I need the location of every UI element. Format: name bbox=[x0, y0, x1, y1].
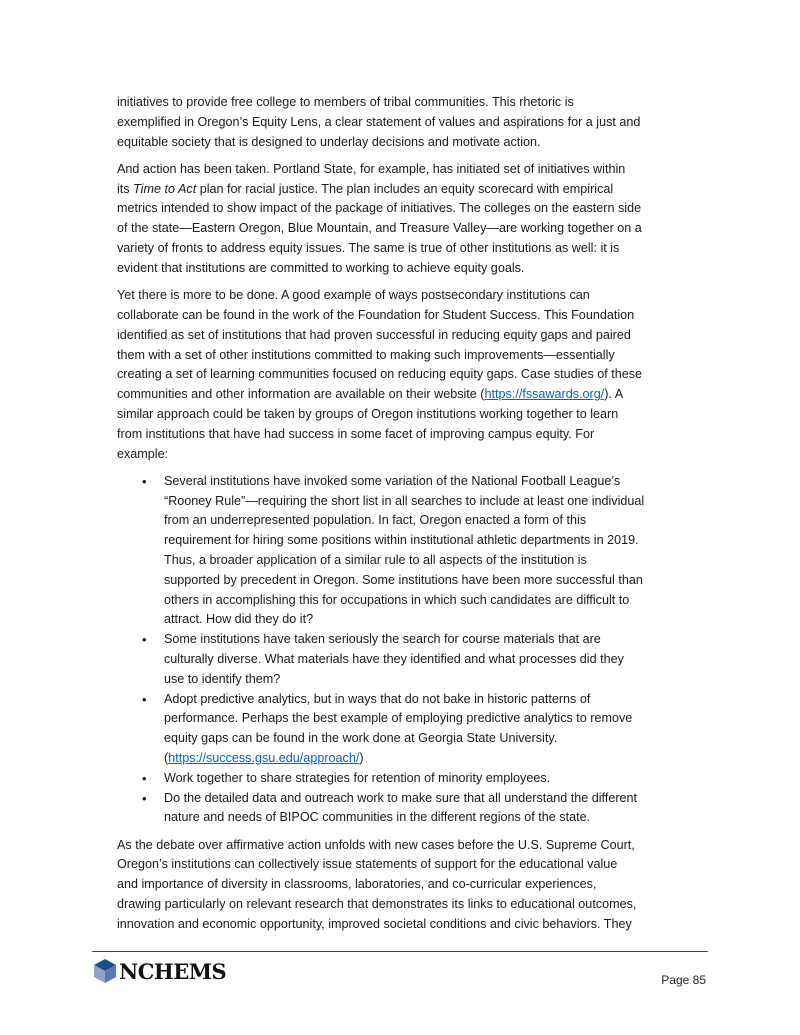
text-line: And action has been taken. Portland State, for example, has initiated set of initiatives within bbox=[117, 161, 626, 176]
paragraphs-bottom bbox=[117, 836, 717, 935]
text-line: supported by precedent in Oregon. Some institutions have been more successful than bbox=[164, 572, 643, 587]
text-line: them with a set of other institutions committed to making such improvements—essentially bbox=[117, 347, 615, 362]
text-segment: ( bbox=[164, 751, 169, 765]
text-segment: ). A bbox=[604, 387, 624, 402]
text-line bbox=[117, 385, 717, 405]
page-number: Page 85 bbox=[661, 973, 706, 987]
text-line bbox=[117, 180, 717, 200]
text-line: innovation and economic opportunity, improved societal conditions and civic behaviors. They bbox=[117, 916, 632, 931]
paragraphs-top bbox=[117, 93, 717, 464]
nchems-logo bbox=[93, 958, 226, 984]
text-line: of the state—Eastern Oregon, Blue Mountain, and Treasure Valley—are working together on a bbox=[117, 221, 642, 236]
text-line: performance. Perhaps the best example of employing predictive analytics to remove bbox=[164, 711, 633, 726]
text-segment: its bbox=[117, 181, 134, 196]
text-line: from an underrepresented population. In fact, Oregon enacted a form of this bbox=[164, 513, 587, 528]
text-line: Yet there is more to be done. A good example of ways postsecondary institutions can bbox=[117, 288, 590, 303]
bullet-item bbox=[117, 472, 717, 630]
text-line bbox=[164, 749, 717, 769]
italic-title: Time to Act bbox=[133, 181, 197, 196]
text-line: Do the detailed data and outreach work to make sure that all understand the different bbox=[164, 790, 638, 805]
hyperlink[interactable]: https://fssawards.org/ bbox=[484, 387, 605, 402]
text-line: similar approach could be taken by groups of Oregon institutions working together to learn bbox=[117, 406, 619, 421]
bullet-icon: • bbox=[142, 691, 147, 707]
bullet-list bbox=[117, 472, 717, 828]
bullet-item bbox=[117, 690, 717, 769]
text-line: metrics intended to show impact of the package of initiatives. The colleges on the eastern side bbox=[117, 201, 642, 216]
hyperlink[interactable]: https://success.gsu.edu/approach/ bbox=[168, 751, 360, 765]
text-line: culturally diverse. What materials have they identified and what processes did they bbox=[164, 652, 624, 667]
text-line: collaborate can be found in the work of the Foundation for Student Success. This Foundation bbox=[117, 307, 635, 322]
bullet-item bbox=[117, 789, 717, 829]
text-line: exemplified in Oregon’s Equity Lens, a clear statement of values and aspirations for a just and bbox=[117, 114, 641, 129]
paragraph bbox=[117, 160, 717, 279]
bullet-item bbox=[117, 769, 717, 789]
text-line: from institutions that have had success in some facet of improving campus equity. For bbox=[117, 426, 595, 441]
paragraph bbox=[117, 286, 717, 464]
text-segment: plan for racial justice. The plan includes an equity scorecard with empirical bbox=[196, 181, 614, 196]
text-line: and importance of diversity in classrooms, laboratories, and co-curricular experiences, bbox=[117, 877, 597, 892]
footer-divider bbox=[92, 951, 708, 952]
text-segment: communities and other information are available on their website ( bbox=[117, 387, 485, 402]
text-line: equity gaps can be found in the work done at Georgia State University. bbox=[164, 731, 558, 746]
text-line: creating a set of learning communities focused on reducing equity gaps. Case studies of these bbox=[117, 367, 643, 382]
body-text bbox=[117, 93, 717, 942]
text-line: initiatives to provide free college to members of tribal communities. This rhetoric is bbox=[117, 95, 574, 109]
text-line: Work together to share strategies for retention of minority employees. bbox=[164, 770, 551, 785]
text-line: Some institutions have taken seriously the search for course materials that are bbox=[164, 632, 601, 647]
bullet-item bbox=[117, 630, 717, 689]
text-line: As the debate over affirmative action unfolds with new cases before the U.S. Supreme Court, bbox=[117, 837, 635, 852]
logo-text: NCHEMS bbox=[119, 958, 227, 984]
text-line: variety of fronts to address equity issues. The same is true of other institutions as well: it is bbox=[117, 241, 620, 256]
paragraph bbox=[117, 836, 717, 935]
cube-icon bbox=[93, 958, 117, 984]
text-line: others in accomplishing this for occupations in which such candidates are difficult to bbox=[164, 592, 630, 607]
text-line: evident that institutions are committed to working to achieve equity goals. bbox=[117, 260, 525, 275]
text-line: example: bbox=[117, 446, 169, 461]
text-line: drawing particularly on relevant research that demonstrates its links to educational outcomes, bbox=[117, 897, 637, 912]
paragraph bbox=[117, 93, 717, 152]
text-line: nature and needs of BIPOC communities in the different regions of the state. bbox=[164, 810, 591, 825]
bullet-icon: • bbox=[142, 770, 147, 786]
text-line: Thus, a broader application of a similar rule to all aspects of the institution is bbox=[164, 553, 587, 568]
text-segment: ) bbox=[359, 751, 364, 765]
bullet-icon: • bbox=[142, 632, 147, 648]
text-line: Several institutions have invoked some variation of the National Football League’s bbox=[164, 473, 621, 488]
text-line: Oregon’s institutions can collectively issue statements of support for the educational value bbox=[117, 857, 618, 872]
text-line: identified as set of institutions that had proven successful in reducing equity gaps and paired bbox=[117, 327, 631, 342]
text-line: use to identify them? bbox=[164, 671, 281, 686]
bullet-icon: • bbox=[142, 473, 147, 489]
text-line: “Rooney Rule”—requiring the short list in all searches to include at least one individual bbox=[164, 493, 645, 508]
text-line: attract. How did they do it? bbox=[164, 612, 314, 627]
text-line: requirement for hiring some positions within institutional athletic departments in 2019. bbox=[164, 533, 639, 548]
bullet-icon: • bbox=[142, 790, 147, 806]
text-line: Adopt predictive analytics, but in ways that do not bake in historic patterns of bbox=[164, 691, 591, 706]
text-line: equitable society that is designed to underlay decisions and motivate action. bbox=[117, 134, 541, 149]
